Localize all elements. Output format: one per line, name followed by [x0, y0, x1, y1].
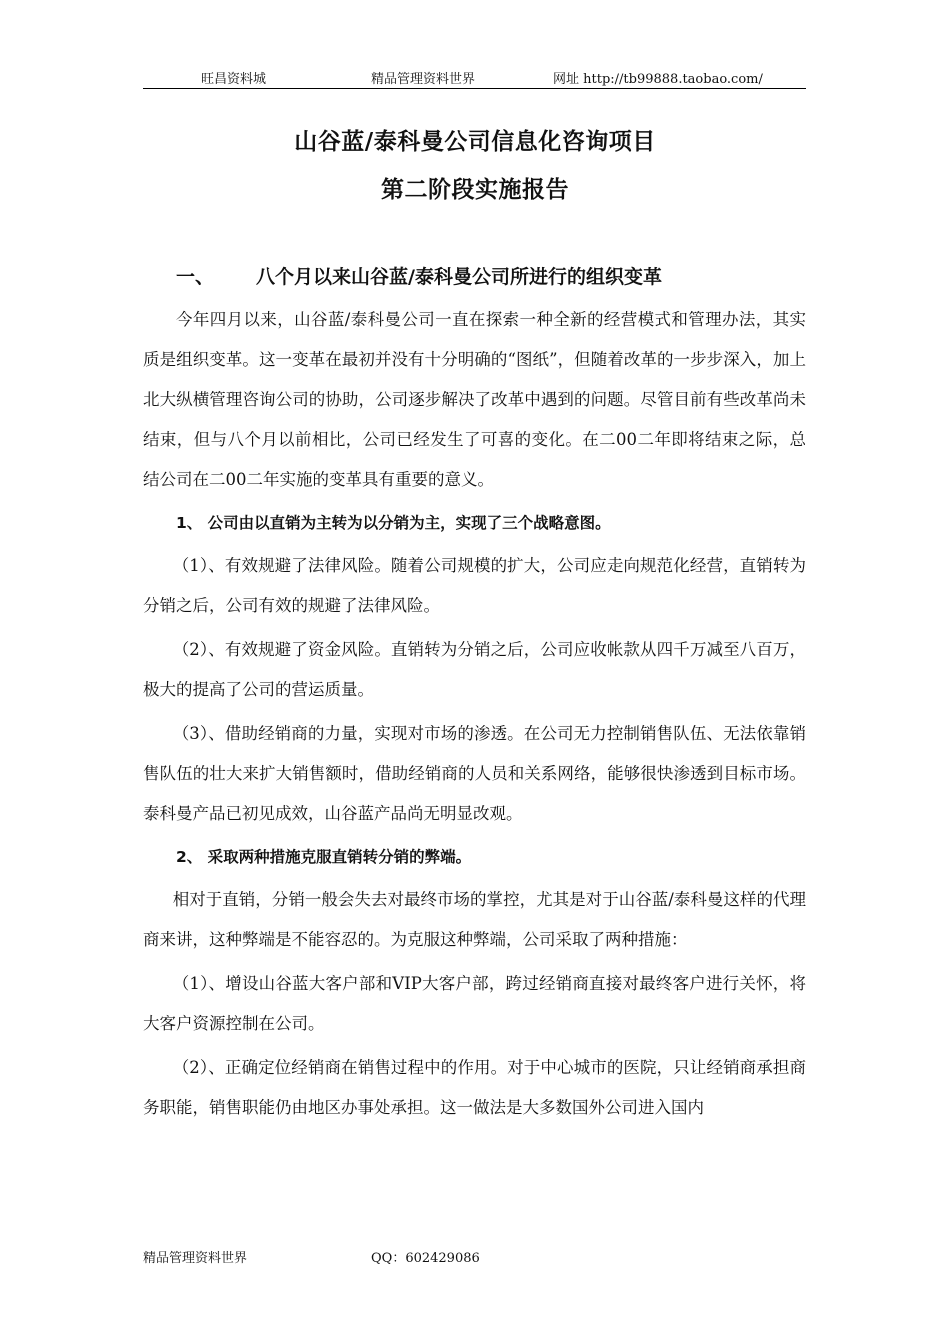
subsection-heading-2: 2、 采取两种措施克服直销转分销的弊端。 — [176, 848, 472, 866]
subsection-1-item: （1）、有效规避了法律风险。随着公司规模的扩大，公司应走向规范化经营，直销转为分销之后，公司有效的规避了法律风险。 — [143, 556, 806, 615]
section-heading-text: 八个月以来山谷蓝/泰科曼公司所进行的组织变革 — [256, 266, 662, 288]
subsection-2-item: （1）、增设山谷蓝大客户部和VIP大客户部，跨过经销商直接对最终客户进行关怀，将大客户资源控制在公司。 — [143, 974, 806, 1033]
section-heading — [176, 262, 662, 289]
subsection-1-item: （3）、借助经销商的力量，实现对市场的渗透。在公司无力控制销售队伍、无法依靠销售队伍的壮大来扩大销售额时，借助经销商的人员和关系网络，能够很快渗透到目标市场。泰科曼产品已初见成效，山谷蓝产品尚无明显改观。 — [143, 724, 806, 823]
footer-qq-text: QQ：602429086 — [371, 1251, 480, 1266]
document-title-line2: 第二阶段实施报告 — [381, 177, 569, 203]
document-title-line1: 山谷蓝/泰科曼公司信息化咨询项目 — [294, 129, 656, 155]
subsection-heading-1: 1、 公司由以直销为主转为以分销为主，实现了三个战略意图。 — [176, 514, 611, 532]
section-intro-paragraph: 今年四月以来，山谷蓝/泰科曼公司一直在探索一种全新的经营模式和管理办法，其实质是组织变革。这一变革在最初并没有十分明确的“图纸”，但随着改革的一步步深入，加上北大纵横管理咨询公司的协助，公司逐步解决了改革中遇到的问题。尽管目前有些改革尚未结束，但与八个月以前相比，公司已经发生了可喜的变化。在二00二年即将结束之际，总结公司在二00二年实施的变革具有重要的意义。 — [143, 310, 806, 489]
subsection-2-intro: 相对于直销，分销一般会失去对最终市场的掌控，尤其是对于山谷蓝/泰科曼这样的代理商来讲，这种弊端是不能容忍的。为克服这种弊端，公司采取了两种措施： — [143, 890, 806, 949]
subsection-2-item: （2）、正确定位经销商在销售过程中的作用。对于中心城市的医院，只让经销商承担商务职能，销售职能仍由地区办事处承担。这一做法是大多数国外公司进入国内 — [143, 1058, 806, 1117]
document-body — [143, 300, 806, 1128]
footer-left-text: 精品管理资料世界 — [143, 1251, 248, 1266]
page-header — [143, 64, 806, 89]
subsection-1-item: （2）、有效规避了资金风险。直销转为分销之后，公司应收帐款从四千万减至八百万，极大的提高了公司的营运质量。 — [143, 640, 806, 699]
header-middle-text: 精品管理资料世界 — [371, 72, 476, 87]
header-left-text: 旺昌资料城 — [201, 72, 267, 87]
header-website-text: 网址 http://tb99888.taobao.com/ — [553, 72, 763, 87]
section-number: 一、 — [176, 266, 215, 288]
